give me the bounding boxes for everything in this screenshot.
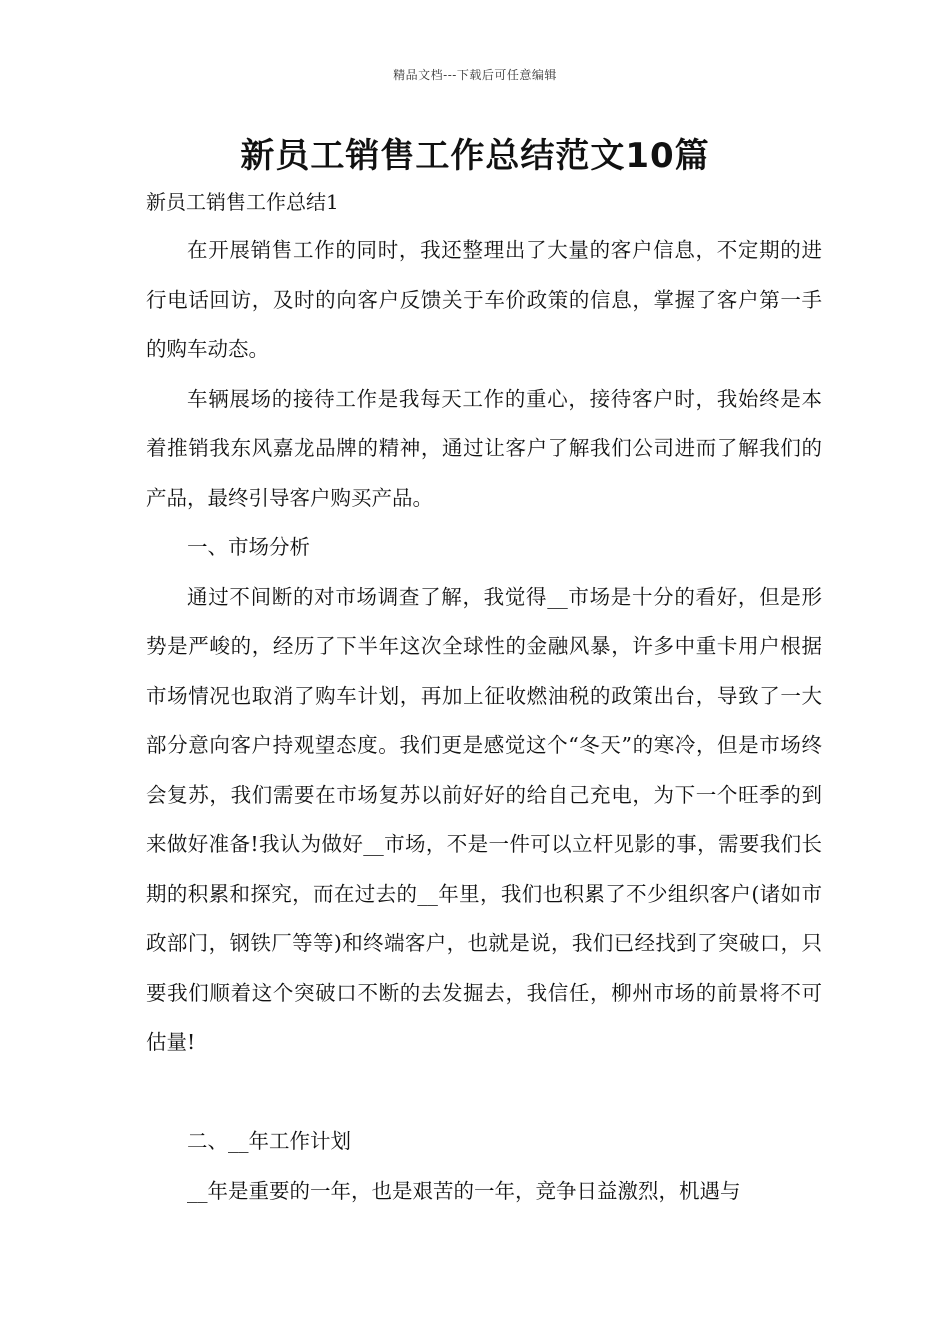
document-title: 新员工销售工作总结范文10篇	[240, 136, 710, 176]
section-title: 新员工销售工作总结1	[146, 190, 339, 214]
paragraph-customer-info: 在开展销售工作的同时，我还整理出了大量的客户信息，不定期的进行电话回访，及时的向客户反馈关于车价政策的信息，掌握了客户第一手的购车动态。	[146, 238, 822, 361]
paragraph-work-plan: __年是重要的一年，也是艰苦的一年，竞争日益激烈，机遇与	[187, 1178, 741, 1203]
blank-line	[146, 1068, 822, 1118]
paragraph-showroom-reception: 车辆展场的接待工作是我每天工作的重心，接待客户时，我始终是本着推销我东风嘉龙品牌的精神，通过让客户了解我们公司进而了解我们的产品，最终引导客户购买产品。	[146, 386, 822, 510]
document-body	[146, 226, 822, 1216]
paragraph-market-analysis: 通过不间断的对市场调查了解，我觉得__市场是十分的看好，但是形势是严峻的，经历了下半年这次全球性的金融风暴，许多中重卡用户根据市场情况也取消了购车计划，再加上征收燃油税的政策出台，导致了一大部分意向客户持观望态度。我们更是感觉这个“冬天”的寒冷，但是市场终会复苏，我们需要在市场复苏以前好好的给自己充电，为下一个旺季的到来做好准备!我认为做好__市场，不是一件可以立杆见影的事，需要我们长期的积累和探究，而在过去的__年里，我们也积累了不少组织客户(诸如市政部门，钢铁厂等等)和终端客户，也就是说，我们已经找到了突破口，只要我们顺着这个突破口不断的去发掘去，我信任，柳州市场的前景将不可估量!	[146, 584, 822, 1054]
heading-market-analysis: 一、市场分析	[187, 535, 310, 559]
header-note: 精品文档---下载后可任意编辑	[393, 68, 557, 82]
heading-work-plan: 二、__年工作计划	[187, 1129, 351, 1153]
